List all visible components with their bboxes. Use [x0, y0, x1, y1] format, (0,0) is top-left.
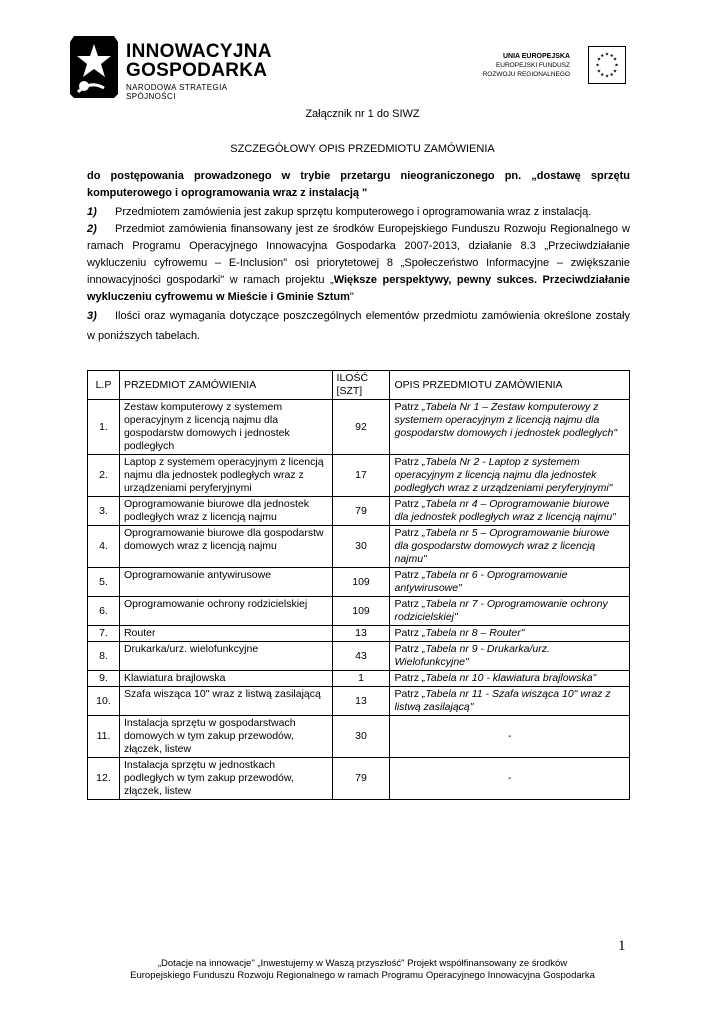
- svg-text:★: ★: [612, 69, 618, 75]
- row-qty: 109: [332, 597, 390, 626]
- row-description: [390, 687, 630, 716]
- row-description-prefix: Patrz: [394, 456, 422, 468]
- row-description: [390, 642, 630, 671]
- row-description-prefix: Patrz: [394, 598, 422, 610]
- table-row: [88, 455, 630, 497]
- row-description-reference: „Tabela nr 6 - Oprogramowanie antywirusowe": [394, 569, 568, 594]
- row-item: Instalacja sprzętu w jednostkach podległych w tym zakup przewodów, złączek, listew: [119, 758, 332, 800]
- row-item: Oprogramowanie antywirusowe: [119, 568, 332, 597]
- row-item: Drukarka/urz. wielofunkcyjne: [119, 642, 332, 671]
- table-row: [88, 758, 630, 800]
- table-row: [88, 526, 630, 568]
- table-row: [88, 400, 630, 455]
- header-item: PRZEDMIOT ZAMÓWIENIA: [119, 371, 332, 400]
- header-qty: ILOŚĆ [SZT]: [332, 371, 390, 400]
- row-description-reference: „Tabela nr 5 – Oprogramowanie biurowe dla gospodarstw domowych wraz z licencją najmu": [394, 527, 610, 565]
- row-lp: 12.: [88, 758, 120, 800]
- row-lp: 1.: [88, 400, 120, 455]
- row-item: Zestaw komputerowy z systemem operacyjnym z licencją najmu dla gospodarstw domowych i jednostek podległych: [119, 400, 332, 455]
- row-lp: 10.: [88, 687, 120, 716]
- row-qty: 79: [332, 758, 390, 800]
- row-description-prefix: Patrz: [394, 527, 422, 539]
- eu-logo: [470, 46, 630, 86]
- row-lp: 3.: [88, 497, 120, 526]
- row-item: Laptop z systemem operacyjnym z licencją najmu dla jednostek podległych wraz z urządzeniami peryferyjnymi: [119, 455, 332, 497]
- footer: [0, 958, 725, 982]
- header-desc: OPIS PRZEDMIOTU ZAMÓWIENIA: [390, 371, 630, 400]
- row-qty: 43: [332, 642, 390, 671]
- row-qty: 1: [332, 671, 390, 687]
- document-title: SZCZEGÓŁOWY OPIS PRZEDMIOTU ZAMÓWIENIA: [230, 143, 495, 155]
- svg-text:★: ★: [600, 53, 605, 59]
- row-description-reference: „Tabela nr 9 - Drukarka/urz. Wielofunkcyjne": [394, 643, 550, 668]
- row-lp: 6.: [88, 597, 120, 626]
- svg-text:★: ★: [596, 69, 602, 75]
- page-number: 1: [618, 938, 626, 954]
- row-description: [390, 758, 630, 800]
- paragraph-3: [87, 306, 630, 346]
- row-description-prefix: Patrz: [394, 627, 422, 639]
- table-row: [88, 597, 630, 626]
- row-lp: 9.: [88, 671, 120, 687]
- row-description: [390, 716, 630, 758]
- logo-line-1: INNOWACYJNA: [126, 41, 272, 62]
- intro-paragraph: do postępowania prowadzonego w trybie przetargu nieograniczonego pn. „dostawę sprzętu komputerowego i oprogramowania wraz z instalacją ": [87, 170, 630, 199]
- row-lp: 7.: [88, 626, 120, 642]
- footer-line-2: Europejskiego Funduszu Rozwoju Regionalnego w ramach Programu Operacyjnego Innowacyjna Gospodarka: [130, 970, 595, 981]
- row-qty: 30: [332, 526, 390, 568]
- row-description-prefix: Patrz: [394, 569, 422, 581]
- row-item: Oprogramowanie biurowe dla jednostek podległych wraz z licencją najmu: [119, 497, 332, 526]
- paragraph-2-number: 2): [87, 223, 97, 235]
- table-row: [88, 626, 630, 642]
- row-qty: 30: [332, 716, 390, 758]
- row-qty: 13: [332, 626, 390, 642]
- row-description-prefix: Patrz: [394, 401, 422, 413]
- svg-text:★: ★: [609, 53, 614, 59]
- row-item: Szafa wisząca 10" wraz z listwą zasilającą: [119, 687, 332, 716]
- logo-line-2: GOSPODARKA: [126, 60, 268, 81]
- row-description-prefix: Patrz: [394, 498, 422, 510]
- row-description-reference: „Tabela Nr 2 - Laptop z systemem operacyjnym z licencją najmu dla jednostek podległych wraz z urządzeniami peryferyjnymi": [394, 456, 613, 494]
- row-description: [390, 671, 630, 687]
- logo-line-3: NARODOWA STRATEGIA SPÓJNOŚCI: [126, 83, 227, 101]
- annex-label: Załącznik nr 1 do SIWZ: [305, 108, 420, 120]
- row-qty: 79: [332, 497, 390, 526]
- row-description: [390, 526, 630, 568]
- svg-text:★: ★: [609, 72, 614, 78]
- star-figure-icon: [70, 36, 118, 98]
- row-description-reference: „Tabela nr 11 - Szafa wisząca 10" wraz z listwą zasilającą": [394, 688, 611, 713]
- row-description-prefix: Patrz: [394, 688, 422, 700]
- row-description-prefix: -: [507, 772, 512, 784]
- row-qty: 17: [332, 455, 390, 497]
- paragraph-1-text: Przedmiotem zamówienia jest zakup sprzętu komputerowego i oprogramowania wraz z instalacją.: [115, 206, 592, 218]
- table-row: [88, 568, 630, 597]
- paragraph-1-number: 1): [87, 206, 97, 218]
- svg-text:★: ★: [595, 63, 600, 69]
- project-name: Większe perspektywy, pewny sukces. Przeciwdziałanie wykluczeniu cyfrowemu w Mieście i Gminie Sztum: [87, 274, 630, 303]
- row-qty: 13: [332, 687, 390, 716]
- table-row: [88, 671, 630, 687]
- row-description-reference: „Tabela nr 7 - Oprogramowanie ochrony rodzicielskiej": [394, 598, 608, 623]
- row-description: [390, 497, 630, 526]
- row-description: [390, 568, 630, 597]
- table-row: [88, 642, 630, 671]
- svg-text:★: ★: [604, 52, 610, 58]
- row-item: Klawiatura brajlowska: [119, 671, 332, 687]
- row-item: Instalacja sprzętu w gospodarstwach domowych w tym zakup przewodów, złączek, listew: [119, 716, 332, 758]
- row-description: [390, 597, 630, 626]
- row-description-reference: „Tabela nr 8 – Router": [421, 627, 525, 639]
- table-row: [88, 497, 630, 526]
- row-description-reference: „Tabela Nr 1 – Zestaw komputerowy z systemem operacyjnym z licencją najmu dla gospodarstw domowych i jednostek podległych": [394, 401, 618, 439]
- eu-line-3: ROZWOJU REGIONALNEGO: [482, 71, 570, 78]
- table-row: [88, 716, 630, 758]
- order-items-table: [87, 370, 630, 800]
- row-qty: 92: [332, 400, 390, 455]
- svg-text:★: ★: [596, 57, 602, 63]
- eu-line-1: UNIA EUROPEJSKA: [502, 53, 570, 60]
- row-lp: 8.: [88, 642, 120, 671]
- paragraph-3-number: 3): [87, 310, 97, 322]
- row-description-reference: „Tabela nr 10 - klawiatura brajlowska": [421, 672, 597, 684]
- svg-text:★: ★: [604, 74, 610, 80]
- paragraph-2: [87, 221, 630, 306]
- row-lp: 2.: [88, 455, 120, 497]
- paragraph-1: [87, 204, 630, 221]
- table-header-row: [88, 371, 630, 400]
- paragraph-2-end: ": [349, 291, 354, 303]
- row-item: Oprogramowanie biurowe dla gospodarstw domowych wraz z licencją najmu: [119, 526, 332, 568]
- header-lp: L.P: [88, 371, 120, 400]
- row-lp: 5.: [88, 568, 120, 597]
- row-item: Oprogramowanie ochrony rodzicielskiej: [119, 597, 332, 626]
- footer-line-1: „Dotacje na innowacje" „Inwestujemy w Waszą przyszłość" Projekt współfinansowany ze środków: [157, 958, 568, 969]
- eu-line-2: EUROPEJSKI FUNDUSZ: [495, 62, 570, 69]
- row-description-prefix: Patrz: [394, 672, 422, 684]
- svg-text:★: ★: [600, 72, 605, 78]
- row-lp: 4.: [88, 526, 120, 568]
- row-description-reference: „Tabela nr 4 – Oprogramowanie biurowe dla jednostek podległych wraz z licencją najmu": [394, 498, 616, 523]
- svg-text:★: ★: [612, 57, 618, 63]
- eu-flag-icon: [588, 46, 626, 84]
- innowacyjna-gospodarka-logo: [70, 36, 272, 101]
- row-item: Router: [119, 626, 332, 642]
- table-row: [88, 687, 630, 716]
- row-description-prefix: Patrz: [394, 643, 422, 655]
- row-qty: 109: [332, 568, 390, 597]
- svg-text:★: ★: [614, 63, 619, 69]
- row-description: [390, 626, 630, 642]
- paragraph-3-text: Ilości oraz wymagania dotyczące poszczególnych elementów przedmiotu zamówienia określone zostały w poniższych tabelach.: [87, 310, 630, 342]
- row-description: [390, 400, 630, 455]
- row-description: [390, 455, 630, 497]
- paragraph-2-text: Przedmiot zamówienia finansowany jest ze środków Europejskiego Funduszu Rozwoju Regionalnego w ramach Programu Operacyjnego Innowacyjna Gospodarka 2007-2013, działanie 8.3 „Przeciwdziałanie wykluczeniu cyfrowemu – E-Inclusion" osi priorytetowej 8 „Społeczeństwo Informacyjne – zwiększanie innowacyjności gospodarki" w ramach projektu „: [87, 223, 630, 286]
- row-lp: 11.: [88, 716, 120, 758]
- row-description-prefix: -: [507, 730, 512, 742]
